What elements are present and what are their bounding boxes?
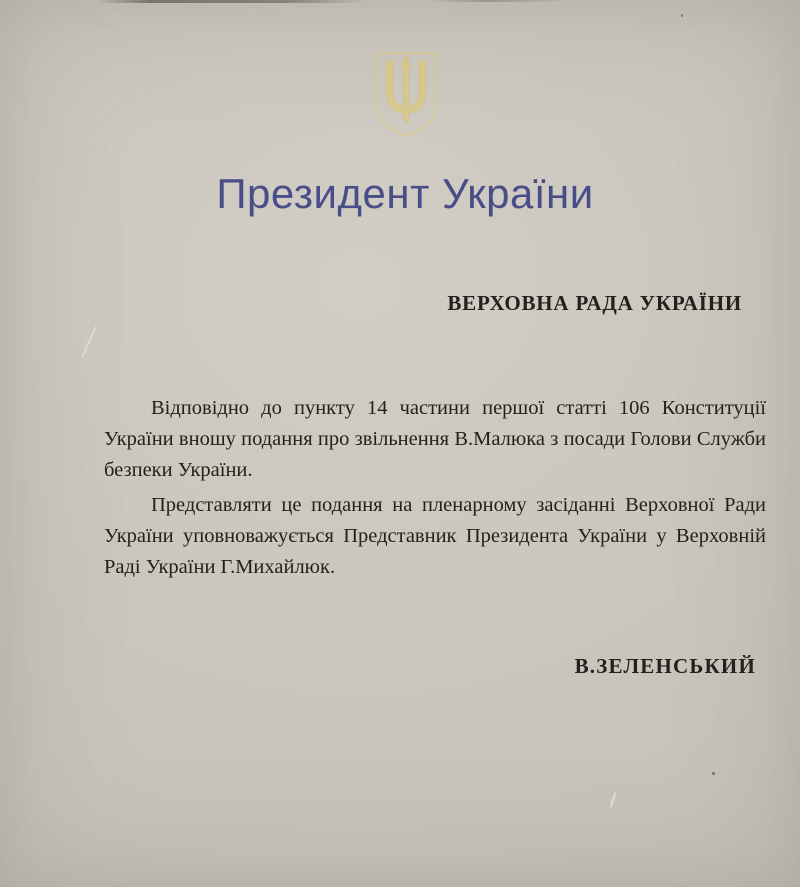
signature-name: В.ЗЕЛЕНСЬКИЙ: [574, 654, 756, 678]
body-paragraph-2: Представляти це подання на пленарному засіданні Верховної Ради України уповноважується Представник Президента України у Верховній Раді України Г.Михайлюк.: [104, 494, 766, 578]
paper-crease: [81, 326, 97, 358]
photo-top-edge-2: [430, 0, 570, 2]
recipient-heading: ВЕРХОВНА РАДА УКРАЇНИ: [447, 291, 742, 315]
paper-speck: [681, 14, 683, 17]
letterhead-title: Президент України: [216, 170, 594, 217]
document-body: [104, 393, 766, 587]
tryzub-emblem-icon: [371, 50, 441, 140]
paper-speck: [712, 772, 715, 775]
photo-top-edge: [96, 0, 366, 3]
paper-crease: [610, 792, 617, 808]
body-paragraph-1: Відповідно до пункту 14 частини першої статті 106 Конституції України вношу подання про звільнення В.Малюка з посади Голови Служби безпеки України.: [104, 397, 766, 481]
